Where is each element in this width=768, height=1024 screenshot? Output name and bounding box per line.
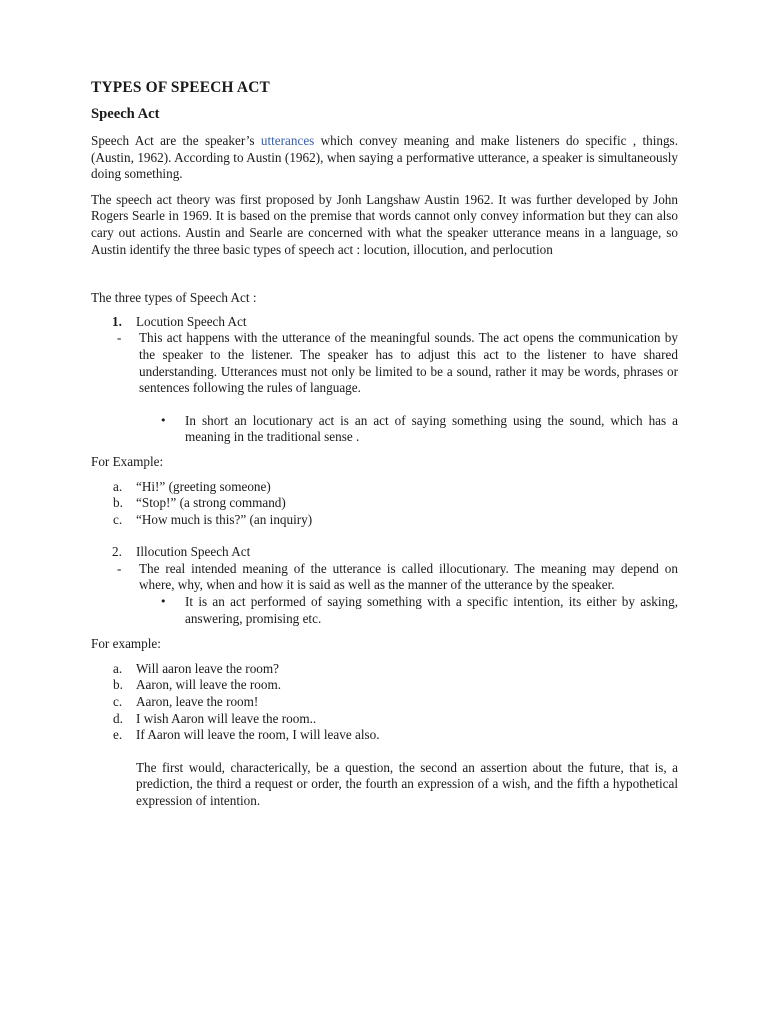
definition-text-start: Speech Act are the speaker’s	[91, 133, 261, 148]
list-item	[91, 479, 678, 496]
list-marker: a.	[113, 660, 123, 676]
dash-marker: -	[117, 330, 122, 346]
example-text: I wish Aaron will leave the room..	[136, 710, 317, 726]
section-heading: Speech Act	[91, 106, 160, 122]
example-text: If Aaron will leave the room, I will leave also.	[136, 727, 380, 743]
list-item	[91, 677, 678, 694]
example-text: Aaron, leave the room!	[136, 694, 259, 710]
utterances-link[interactable]: utterances	[260, 133, 315, 148]
list-item	[91, 661, 678, 678]
example-text: Will aaron leave the room?	[136, 660, 280, 676]
illocution-description-text: The real intended meaning of the utterance is called illocutionary. The meaning may depend on where, why, when and how it is said as well as the manner of the utterance by the speaker.	[139, 560, 678, 593]
list-marker: e.	[113, 727, 123, 743]
list-marker: b.	[113, 495, 123, 511]
list-item	[91, 512, 678, 529]
definition-text-end: which convey meaning and make listeners do specific , things. (Austin, 1962). According to Austin (1962), when saying a performative utterance, a speaker is simultaneously doing something.	[91, 133, 678, 182]
example-text: Aaron, will leave the room.	[136, 677, 282, 693]
theory-paragraph: The speech act theory was first proposed by Jonh Langshaw Austin 1962. It was further developed by John Rogers Searle in 1969. It is based on the premise that words cannot only convey information but they can also cary out actions. Austin and Searle are concerned with what the speaker utterance means in a language, so Austin identify the three basic types of speech act : locution, illocution, and perlocution	[91, 191, 678, 257]
list-number: 2.	[112, 544, 122, 560]
example-label: For Example:	[91, 453, 164, 469]
illocution-heading	[91, 544, 678, 561]
bullet-icon: •	[160, 595, 167, 609]
example-text: “Hi!” (greeting someone)	[136, 478, 271, 494]
illocution-bullet-text: It is an act performed of saying something with a specific intention, its either by asking, answering, promising etc.	[185, 594, 678, 626]
illocution-heading-text: Illocution Speech Act	[136, 544, 251, 560]
illocution-example-list	[91, 661, 678, 744]
illocution-bullet	[91, 594, 678, 627]
example-text: “Stop!” (a strong command)	[136, 495, 286, 511]
dash-marker: -	[117, 560, 122, 576]
list-marker: c.	[113, 694, 123, 710]
locution-example-list	[91, 479, 678, 529]
locution-bullet-text: In short an locutionary act is an act of saying something using the sound, which has a meaning in the traditional sense .	[185, 412, 678, 445]
locution-description-text: This act happens with the utterance of the meaningful sounds. The act opens the communication by the speaker to the listener. The speaker has to adjust this act to the listener to have shared understanding. Utterances must not only be limited to be a sound, rather it may be words, phrases or sentences following the rules of language.	[139, 330, 678, 396]
list-item	[91, 727, 678, 744]
closing-paragraph: The first would, characterically, be a question, the second an assertion about the future, that is, a prediction, the third a request or order, the fourth an expression of a wish, and the fifth a hypothetical expression of intention.	[136, 759, 678, 808]
list-marker: d.	[113, 710, 123, 726]
list-marker: a.	[113, 478, 123, 494]
definition-paragraph	[91, 133, 678, 183]
example-text: “How much is this?” (an inquiry)	[136, 511, 313, 527]
list-marker: b.	[113, 677, 123, 693]
types-intro: The three types of Speech Act :	[91, 290, 257, 306]
locution-description	[91, 330, 678, 396]
locution-bullet	[91, 413, 678, 446]
list-item	[91, 495, 678, 512]
bullet-icon: •	[160, 413, 167, 427]
list-item	[91, 711, 678, 728]
locution-heading-text: Locution Speech Act	[136, 313, 247, 329]
list-marker: c.	[113, 511, 123, 527]
example-label: For example:	[91, 636, 161, 652]
list-number: 1.	[112, 313, 122, 329]
list-item	[91, 694, 678, 711]
document-page	[91, 78, 678, 810]
illocution-description	[91, 561, 678, 594]
document-title: TYPES OF SPEECH ACT	[91, 79, 270, 96]
locution-heading	[91, 314, 678, 331]
